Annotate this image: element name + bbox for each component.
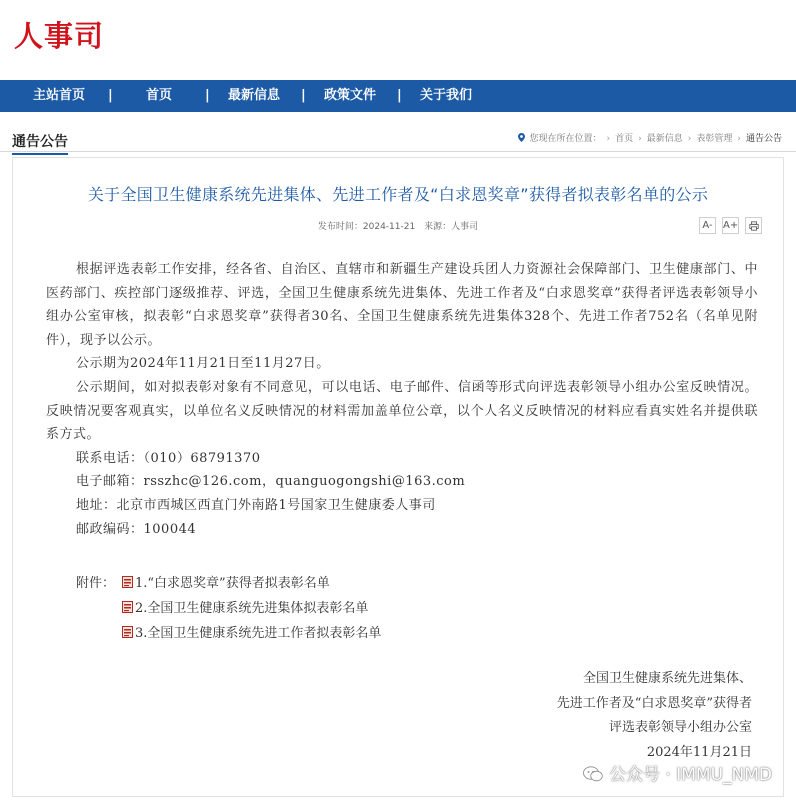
article-source (424, 222, 478, 232)
wechat-watermark (583, 760, 772, 785)
watermark-text: 公众号 · IMMU_NMD (609, 765, 772, 785)
body-paragraph: 公示期间，如对拟表彰对象有不同意见，可以电话、电子邮件、信函等形式向评选表彰领导小组办公室反映情况。反映情况要客观真实，以单位名义反映情况的材料需加盖单位公章，以个人名义反映情况的材料应看真实姓名并提供联系方式。 (46, 379, 758, 443)
pdf-file-icon (122, 576, 133, 588)
font-increase-button[interactable]: A+ (722, 217, 739, 234)
signature-line: 全国卫生健康系统先进集体、 (582, 671, 752, 686)
breadcrumb-latest-news[interactable]: 最新信息 (646, 134, 683, 144)
attachment-label: 2.全国卫生健康系统先进集体拟表彰名单 (135, 601, 369, 616)
publish-date (318, 222, 415, 232)
signature-line: 先进工作者及“白求恩奖章”获得者 (556, 695, 752, 711)
contact-email: 电子邮箱：rsszhc@126.com，quanguogongshi@163.com (76, 474, 466, 490)
body-paragraph: 根据评选表彰工作安排，经各省、自治区、直辖市和新疆生产建设兵团人力资源社会保障部门、卫生健康部门、中医药部门、疾控部门逐级推荐、评选，全国卫生健康系统先进集体、先进工作者及“白求恩奖章”获得者评选表彰领导小组办公室审核，拟表彰“白求恩奖章”获得者30名、全国卫生健康系统先进集体328个、先进工作者752名（名单见附件），现予以公示。 (46, 262, 758, 348)
signature-date: 2024年11月21日 (646, 744, 752, 760)
attachment-label: 3.全国卫生健康系统先进工作者拟表彰名单 (135, 626, 382, 641)
pdf-file-icon (122, 626, 133, 638)
print-button[interactable] (745, 217, 762, 234)
nav-item-about-us[interactable]: 关于我们 (420, 88, 473, 103)
attachment-link-1[interactable] (122, 572, 330, 591)
body-paragraph: 公示期为2024年11月21日至11月27日。 (76, 356, 330, 372)
signature-block (557, 667, 752, 765)
contact-address: 地址：北京市西城区西直门外南路1号国家卫生健康委人事司 (76, 497, 436, 513)
breadcrumb (518, 131, 782, 144)
article-title: 关于全国卫生健康系统先进集体、先进工作者及“白求恩奖章”获得者拟表彰名单的公示 (87, 185, 709, 204)
font-decrease-button[interactable]: A- (699, 217, 716, 234)
nav-separator: | (301, 88, 306, 103)
section-title: 通告公告 (12, 131, 68, 155)
breadcrumb-awards-mgmt[interactable]: 表彰管理 (696, 134, 733, 144)
pdf-file-icon (122, 601, 133, 613)
location-pin-icon (518, 133, 525, 142)
article-source-value: 人事司 (451, 222, 479, 232)
attachment-label: 1.“白求恩奖章”获得者拟表彰名单 (135, 576, 330, 591)
publish-date-value: 2024-11-21 (362, 222, 416, 232)
breadcrumb-arrow: › (737, 134, 741, 144)
contact-postcode: 邮政编码：100044 (76, 521, 197, 537)
article-source-label: 来源： (424, 222, 452, 232)
breadcrumb-home[interactable]: 首页 (615, 134, 634, 144)
nav-item-main-home[interactable]: 主站首页 (33, 88, 86, 103)
publish-date-label: 发布时间： (317, 222, 363, 232)
article-body (46, 258, 758, 541)
site-logo[interactable]: 人事司 (14, 19, 105, 53)
breadcrumb-arrow: › (638, 134, 642, 144)
breadcrumb-prefix: 您现在所在位置： (529, 134, 602, 144)
breadcrumb-current[interactable]: 通告公告 (745, 134, 782, 144)
wechat-icon (583, 766, 603, 782)
contact-phone: 联系电话：（010）68791370 (76, 450, 261, 466)
nav-separator: | (397, 88, 402, 103)
main-nav (0, 80, 796, 112)
attachment-link-2[interactable] (122, 597, 368, 616)
breadcrumb-arrow: › (606, 134, 611, 144)
article-meta (0, 219, 796, 232)
breadcrumb-arrow: › (687, 134, 692, 144)
nav-separator: | (205, 88, 210, 103)
nav-item-policy-docs[interactable]: 政策文件 (324, 88, 377, 103)
attachments-label: 附件： (76, 576, 116, 591)
signature-line: 评选表彰领导小组办公室 (608, 720, 752, 735)
attachment-link-3[interactable] (122, 622, 381, 641)
print-icon (749, 221, 759, 231)
nav-item-latest-news[interactable]: 最新信息 (228, 88, 281, 103)
nav-separator: | (108, 88, 113, 103)
section-header (0, 122, 796, 152)
nav-item-home[interactable]: 首页 (146, 88, 173, 103)
